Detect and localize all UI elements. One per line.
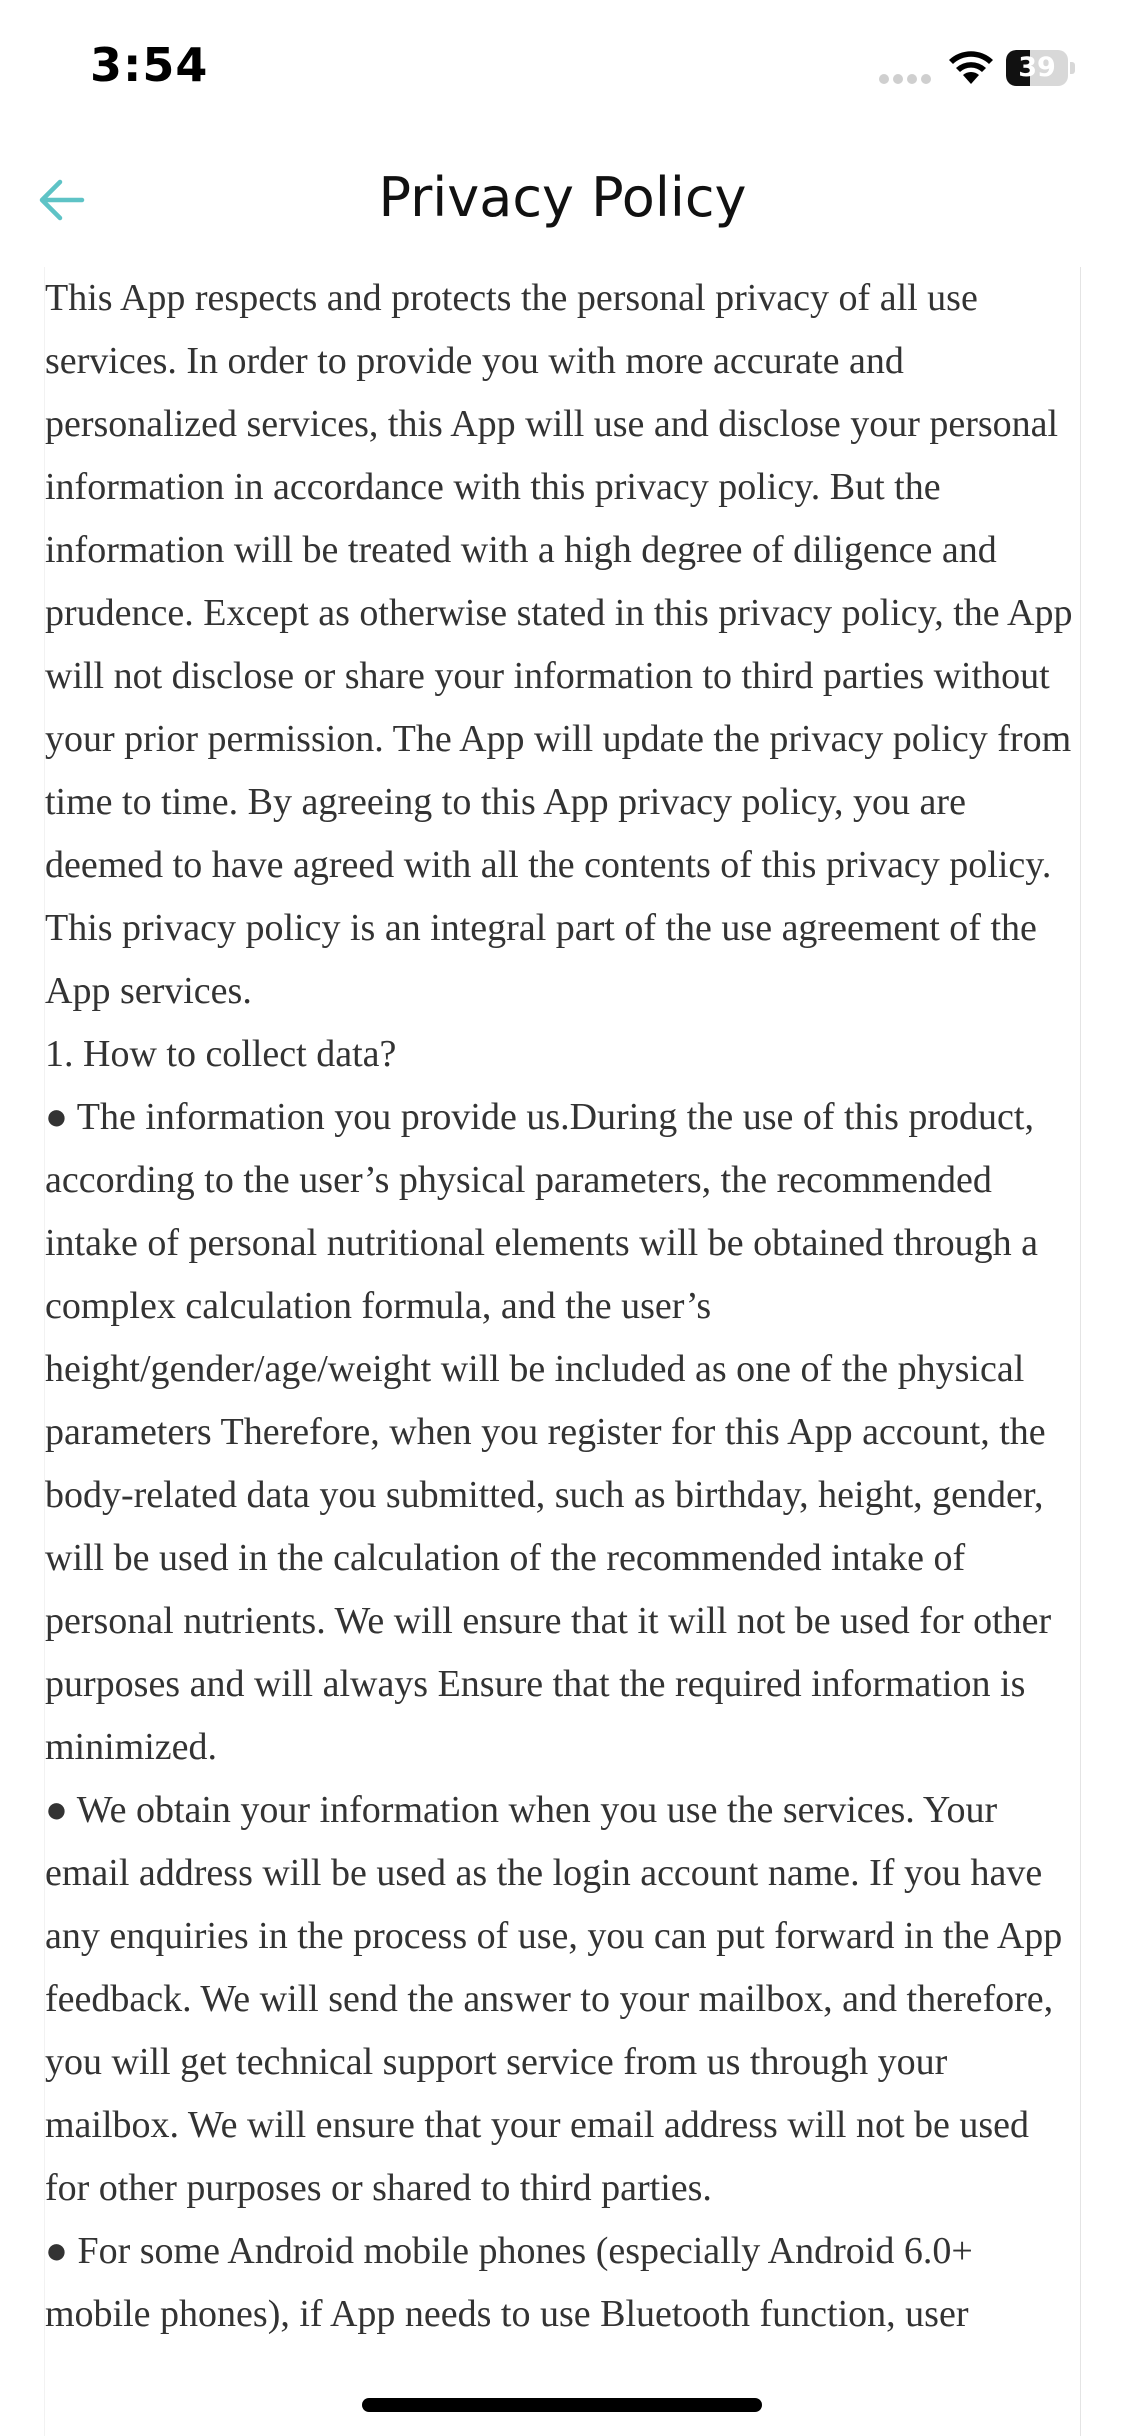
status-bar (0, 0, 1125, 140)
battery-body (1006, 50, 1068, 86)
policy-paragraph-intro: This App respects and protects the personal privacy of all use services. In order to provide you with more accurate and personalized services, this App will use and disclose your personal information in accordance with this privacy policy. But the information will be treated with a high degree of diligence and prudence. Except as otherwise stated in this privacy policy, the App will not disclose or share your information to third parties without your prior permission. The App will update the privacy policy from time to time. By agreeing to this App privacy policy, you are deemed to have agreed with all the contents of this privacy policy. This privacy policy is an integral part of the use agreement of the App services. (45, 277, 1073, 1012)
battery-level: 39 (1018, 52, 1056, 83)
policy-bullet-information-provided: ● The information you provide us.During the use of this product, according to the user’s physical parameters, the recommended intake of personal nutritional elements will be obtained through a complex calculation formula, and the user’s height/gender/age/weight will be included as one of the physical parameters Therefore, when you register for this App account, the body-related data you submitted, such as birthday, height, gender, will be used in the calculation of the recommended intake of personal nutrients. We will ensure that it will not be used for other purposes and will always Ensure that the required information is minimized. (45, 1096, 1052, 1768)
policy-content[interactable] (44, 267, 1081, 2436)
nav-bar (0, 140, 1125, 260)
policy-bullet-service-usage: ● We obtain your information when you use the services. Your email address will be used as the login account name. If you have any enquiries in the process of use, you can put forward in the App feedback. We will send the answer to your mailbox, and therefore, you will get technical support service from us through your mailbox. We will ensure that your email address will not be used for other purposes or shared to third parties. (45, 1789, 1063, 2209)
battery-icon (1006, 50, 1074, 86)
policy-bullet-android-bluetooth: ● For some Android mobile phones (especially Android 6.0+ mobile phones), if App needs to use Bluetooth function, user (45, 2230, 973, 2335)
status-time: 3:54 (90, 38, 209, 92)
signal-dots-icon (878, 72, 934, 86)
battery-cap (1070, 62, 1075, 74)
policy-heading-collect-data: 1. How to collect data? (45, 1033, 397, 1075)
page-title: Privacy Policy (378, 166, 747, 229)
home-indicator[interactable] (362, 2398, 762, 2412)
policy-text (45, 267, 1080, 2346)
wifi-icon (947, 48, 995, 86)
